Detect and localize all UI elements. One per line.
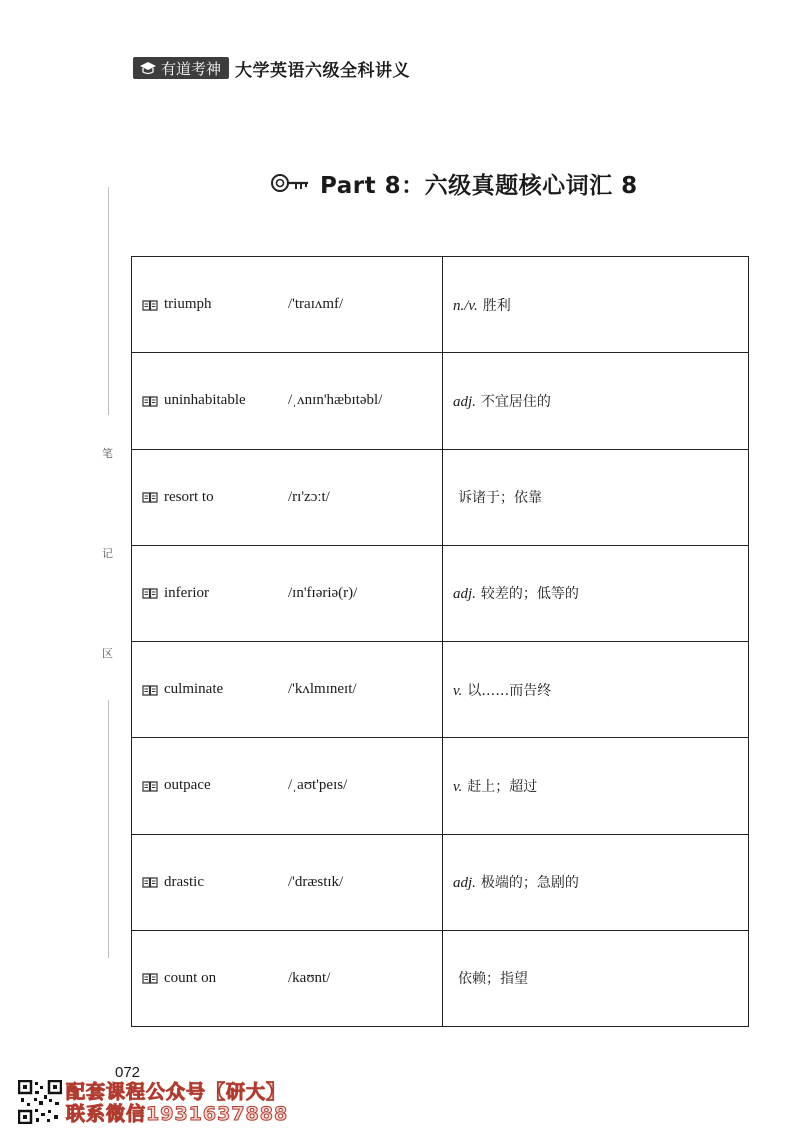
table-row	[132, 738, 749, 834]
vocab-phonetic: /ˌʌnɪn'hæbɪtəbl/	[288, 392, 383, 409]
vocab-phonetic: /rɪ'zɔːt/	[288, 488, 330, 505]
vocab-word: culminate	[164, 681, 224, 698]
open-book-icon	[142, 491, 158, 503]
open-book-icon	[142, 972, 158, 984]
table-row	[132, 353, 749, 449]
vocab-meaning: 赶上；超过	[467, 778, 538, 795]
running-header	[133, 55, 410, 81]
side-note-char: 笔	[102, 447, 113, 460]
promo-text	[66, 1081, 288, 1125]
table-row	[132, 449, 749, 545]
open-book-icon	[142, 299, 158, 311]
vocab-word: uninhabitable	[164, 392, 246, 409]
vocab-word: inferior	[164, 584, 209, 601]
promo-line-2: 联系微信1931637888	[66, 1103, 289, 1125]
vocab-meaning: 诉诸于；依靠	[458, 490, 542, 507]
vocab-word: outpace	[164, 777, 211, 794]
vocab-pos: adj.	[453, 393, 476, 410]
table-row	[132, 545, 749, 641]
side-note-char: 记	[102, 547, 113, 560]
vocab-pos: v.	[453, 682, 463, 699]
vocab-meaning: 极端的；急剧的	[480, 875, 579, 892]
vocab-word: resort to	[164, 488, 214, 505]
vocab-phonetic: /ˌaʊt'peɪs/	[288, 777, 348, 794]
table-row	[132, 930, 749, 1026]
vocab-phonetic: /ɪn'fɪəriə(r)/	[288, 584, 358, 601]
margin-line-bottom	[108, 700, 109, 958]
vocab-phonetic: /'dræstɪk/	[288, 873, 344, 890]
margin-line-top	[108, 187, 109, 415]
vocab-meaning: 依赖；指望	[458, 971, 528, 988]
qr-code-icon	[18, 1080, 62, 1124]
vocab-pos: v.	[453, 778, 463, 795]
table-row	[132, 257, 749, 353]
part-title: Part 8：六级真题核心词汇 8	[320, 172, 638, 199]
vocab-pos: n./v.	[453, 297, 478, 314]
vocab-meaning: 胜利	[482, 297, 511, 314]
key-icon	[270, 172, 310, 194]
open-book-icon	[142, 780, 158, 792]
book-title: 大学英语六级全科讲义	[235, 60, 411, 81]
open-book-icon	[142, 395, 158, 407]
vocab-table	[131, 256, 749, 1027]
vocab-pos: adj.	[453, 586, 476, 603]
side-note-char: 区	[102, 647, 113, 660]
open-book-icon	[142, 684, 158, 696]
brand-badge	[133, 57, 229, 79]
graduation-cap-icon	[139, 61, 157, 75]
vocab-word: drastic	[164, 873, 204, 890]
vocab-phonetic: /'kʌlmɪneɪt/	[288, 681, 357, 698]
open-book-icon	[142, 587, 158, 599]
vocab-meaning: 不宜居住的	[480, 393, 551, 410]
vocab-meaning: 较差的；低等的	[480, 586, 579, 603]
vocab-meaning: 以……而告终	[467, 682, 552, 699]
vocab-word: triumph	[164, 296, 212, 313]
open-book-icon	[142, 876, 158, 888]
vocab-pos: adj.	[453, 875, 476, 892]
vocab-phonetic: /'traɪʌmf/	[288, 296, 344, 313]
table-row	[132, 642, 749, 738]
part-heading	[270, 166, 638, 200]
promo-line-1: 配套课程公众号【研大】	[66, 1081, 287, 1103]
brand-name: 有道考神	[161, 59, 222, 78]
table-row	[132, 834, 749, 930]
vocab-word: count on	[164, 969, 217, 986]
vocab-phonetic: /kaʊnt/	[288, 969, 331, 986]
page-number: 072	[115, 1064, 141, 1081]
